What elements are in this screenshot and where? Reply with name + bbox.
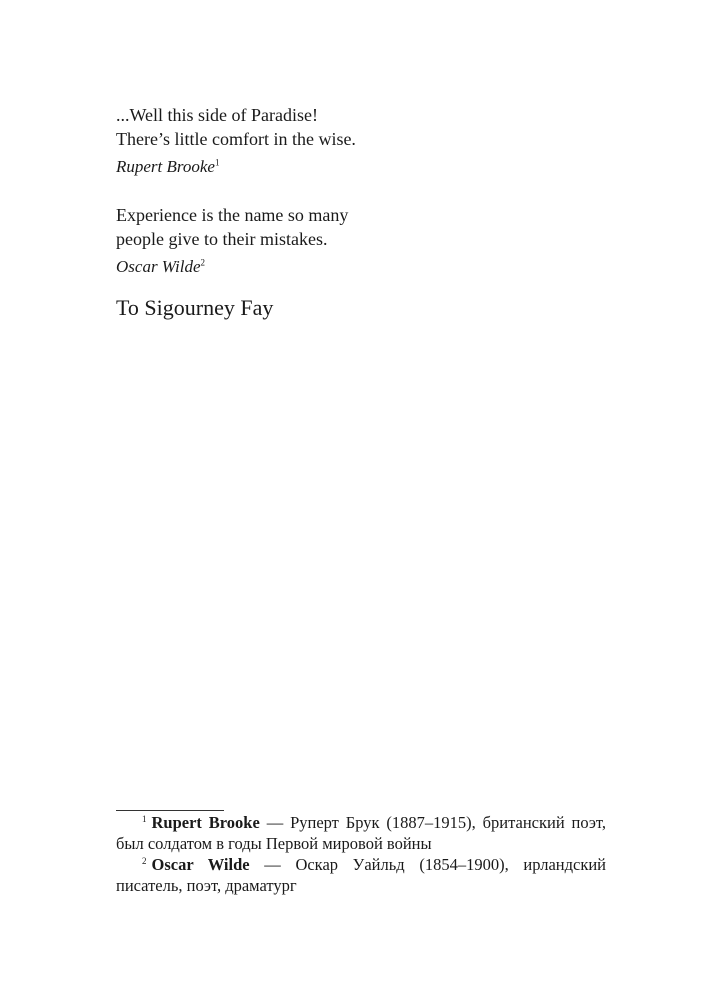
epigraph-oscar-wilde	[116, 203, 476, 278]
epigraph-line: people give to their mistakes.	[116, 229, 328, 249]
epigraph-rupert-brooke	[116, 103, 476, 178]
footnote-text: Оскар Уайльд (1854–1900), ирландский писатель, поэт, драматург	[116, 855, 607, 895]
footnote-2	[116, 854, 606, 896]
footnote-name: Rupert Brooke	[151, 813, 260, 832]
epigraph-author	[116, 156, 476, 178]
footnotes	[116, 812, 606, 896]
author-name: Rupert Brooke	[116, 157, 215, 176]
footnote-ref[interactable]: 1	[214, 157, 220, 168]
epigraph-line: ...Well this side of Paradise!	[116, 105, 319, 125]
epigraph-line: There’s little comfort in the wise.	[116, 129, 356, 149]
footnote-number: 1	[142, 813, 147, 824]
epigraph-author	[116, 256, 476, 278]
footnote-name: Oscar Wilde	[151, 855, 250, 874]
epigraph-line: Experience is the name so many	[116, 205, 349, 225]
footnote-divider	[116, 810, 224, 811]
footnote-1	[116, 812, 606, 854]
dedication: To Sigourney Fay	[116, 295, 274, 320]
footnote-dash: —	[266, 813, 284, 832]
footnote-text: Руперт Брук (1887–1915), британский поэт, был солдатом в годы Первой мировой войны	[116, 813, 606, 853]
footnote-dash: —	[264, 855, 281, 874]
footnote-number: 2	[142, 855, 147, 866]
footnote-ref[interactable]: 2	[200, 257, 206, 268]
author-name: Oscar Wilde	[116, 257, 201, 276]
